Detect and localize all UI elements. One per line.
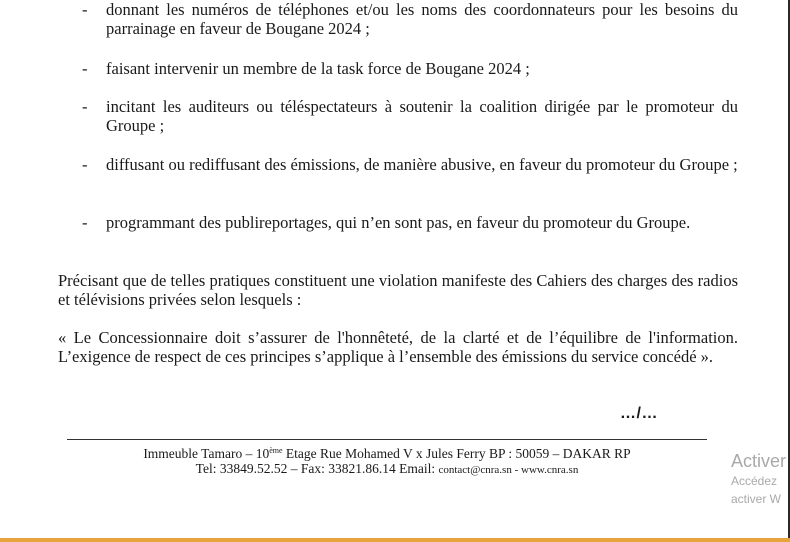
list-item-text: incitant les auditeurs ou téléspectateurs à soutenir la coalition dirigée par le promoteur du Groupe ; (106, 97, 738, 135)
footer-phone-fax: Tel: 33849.52.52 – Fax: 33821.86.14 Email: (195, 461, 439, 476)
footer-contact (67, 461, 707, 478)
list-item (82, 213, 738, 232)
footer-website-link[interactable]: www.cnra.sn (521, 464, 579, 476)
bullet-marker: - (82, 155, 88, 174)
windows-activation-watermark (731, 450, 790, 508)
list-item (82, 0, 738, 38)
list-item (82, 155, 738, 174)
list-item-text: faisant intervenir un membre de la task force de Bougane 2024 ; (106, 59, 530, 78)
continuation-mark: …/… (620, 405, 658, 422)
watermark-line-2: activer W (731, 492, 782, 506)
list-item (82, 97, 738, 135)
intro-paragraph: Précisant que de telles pratiques constituent une violation manifeste des Cahiers des charges des radios et télévisions privées selon lesquels : (58, 271, 738, 309)
footer-address-end: Etage Rue Mohamed V x Jules Ferry BP : 50059 – DAKAR RP (282, 446, 631, 461)
footer-separator: - (511, 464, 521, 476)
floor-superscript: ème (269, 446, 283, 455)
watermark-line-1: Accédez (731, 474, 778, 488)
bullet-marker: - (82, 0, 88, 19)
taskbar-edge (0, 538, 790, 542)
list-item (82, 59, 738, 78)
bullet-marker: - (82, 59, 88, 78)
footer-address (67, 443, 707, 462)
list-item-text: donnant les numéros de téléphones et/ou les noms des coordonnateurs pour les besoins du parrainage en faveur de Bougane 2024 ; (106, 0, 738, 38)
footer-email-link[interactable]: contact@cnra.sn (438, 464, 512, 476)
footer-divider (67, 439, 707, 440)
list-item-text: programmant des publireportages, qui n’en sont pas, en faveur du promoteur du Groupe. (106, 213, 691, 232)
list-item-text: diffusant ou rediffusant des émissions, de manière abusive, en faveur du promoteur du Groupe ; (106, 155, 738, 174)
bullet-marker: - (82, 97, 88, 116)
watermark-title: Activer (731, 451, 787, 471)
footer-address-start: Immeuble Tamaro – 10 (143, 446, 270, 461)
bullet-marker: - (82, 213, 88, 232)
quote-paragraph: « Le Concessionnaire doit s’assurer de l'honnêteté, de la clarté et de l’équilibre de l'information. L’exigence de respect de ces principes s’applique à l’ensemble des émissions du service concédé ». (58, 328, 738, 366)
